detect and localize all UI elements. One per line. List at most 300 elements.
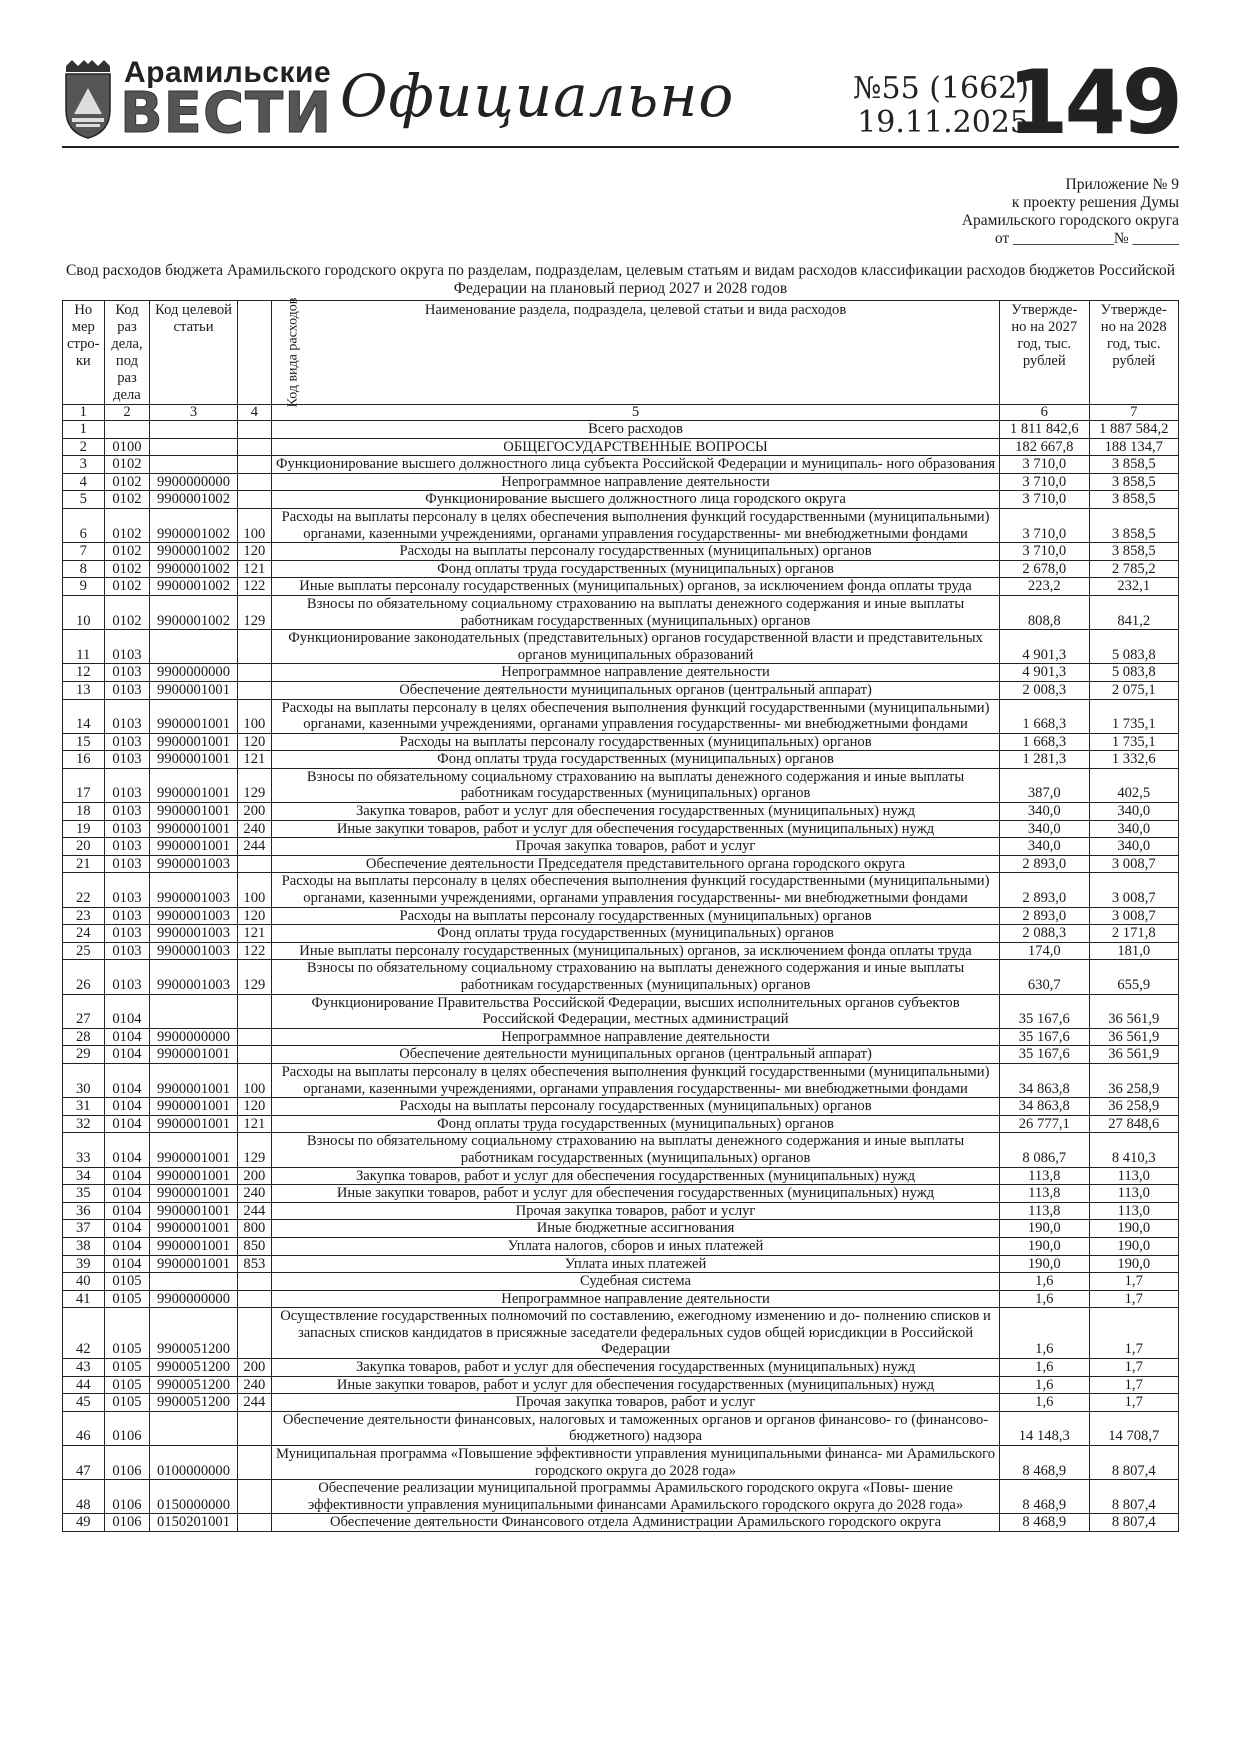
row-number: 32 xyxy=(63,1115,105,1133)
expense-name: Закупка товаров, работ и услуг для обеспечения государственных (муниципальных) нужд xyxy=(272,1167,1000,1185)
expense-name: Фонд оплаты труда государственных (муниципальных) органов xyxy=(272,925,1000,943)
section-code: 0103 xyxy=(104,960,150,994)
amount-2027: 26 777,1 xyxy=(1000,1115,1089,1133)
expense-name: Обеспечение деятельности муниципальных органов (центральный аппарат) xyxy=(272,1046,1000,1064)
expense-name: Иные закупки товаров, работ и услуг для обеспечения государственных (муниципальных) нужд xyxy=(272,820,1000,838)
amount-2028: 5 083,8 xyxy=(1089,664,1179,682)
section-code: 0104 xyxy=(104,994,150,1028)
kind-code xyxy=(237,1028,271,1046)
target-code xyxy=(150,1411,237,1445)
amount-2028: 1,7 xyxy=(1089,1290,1179,1308)
row-number: 27 xyxy=(63,994,105,1028)
header-divider xyxy=(62,146,1179,148)
row-number: 44 xyxy=(63,1376,105,1394)
appendix-line: Приложение № 9 xyxy=(1065,176,1179,193)
table-row xyxy=(63,1273,1179,1291)
section-code: 0105 xyxy=(104,1394,150,1412)
amount-2028: 113,0 xyxy=(1089,1167,1179,1185)
table-row xyxy=(63,456,1179,474)
expense-name: Расходы на выплаты персоналу государственных (муниципальных) органов xyxy=(272,1098,1000,1116)
kind-code: 800 xyxy=(237,1220,271,1238)
expense-name: Фонд оплаты труда государственных (муниципальных) органов xyxy=(272,751,1000,769)
amount-2027: 35 167,6 xyxy=(1000,994,1089,1028)
table-row xyxy=(63,1411,1179,1445)
row-number: 20 xyxy=(63,838,105,856)
amount-2028: 8 807,4 xyxy=(1089,1514,1179,1532)
expense-name: Всего расходов xyxy=(272,421,1000,439)
row-number: 11 xyxy=(63,630,105,664)
kind-code xyxy=(237,855,271,873)
amount-2027: 3 710,0 xyxy=(1000,456,1089,474)
amount-2027: 2 893,0 xyxy=(1000,873,1089,907)
target-code: 9900001002 xyxy=(150,560,237,578)
table-row xyxy=(63,508,1179,542)
row-number: 1 xyxy=(63,421,105,439)
row-number: 19 xyxy=(63,820,105,838)
target-code: 9900001001 xyxy=(150,1115,237,1133)
kind-code: 850 xyxy=(237,1237,271,1255)
section-code xyxy=(104,421,150,439)
amount-2027: 8 086,7 xyxy=(1000,1133,1089,1167)
target-code: 9900001002 xyxy=(150,543,237,561)
amount-2027: 3 710,0 xyxy=(1000,473,1089,491)
kind-code xyxy=(237,664,271,682)
row-number: 4 xyxy=(63,473,105,491)
amount-2027: 2 008,3 xyxy=(1000,681,1089,699)
table-row xyxy=(63,1480,1179,1514)
amount-2027: 113,8 xyxy=(1000,1167,1089,1185)
appendix-line: от _____________№ ______ xyxy=(994,230,1179,247)
amount-2027: 4 901,3 xyxy=(1000,664,1089,682)
kind-code: 121 xyxy=(237,1115,271,1133)
section-code: 0103 xyxy=(104,838,150,856)
row-number: 18 xyxy=(63,803,105,821)
kind-code: 100 xyxy=(237,699,271,733)
table-row xyxy=(63,421,1179,439)
amount-2028: 14 708,7 xyxy=(1089,1411,1179,1445)
expense-name: Иные выплаты персоналу государственных (муниципальных) органов, за исключением фонда оплаты труда xyxy=(272,942,1000,960)
table-row xyxy=(63,1028,1179,1046)
table-header-row xyxy=(63,301,1179,405)
kind-code xyxy=(237,1411,271,1445)
row-number: 10 xyxy=(63,595,105,629)
target-code xyxy=(150,994,237,1028)
section-code: 0103 xyxy=(104,925,150,943)
row-number: 7 xyxy=(63,543,105,561)
amount-2028: 3 858,5 xyxy=(1089,456,1179,474)
table-row xyxy=(63,838,1179,856)
section-code: 0105 xyxy=(104,1273,150,1291)
section-code: 0102 xyxy=(104,578,150,596)
kind-code: 122 xyxy=(237,578,271,596)
table-row xyxy=(63,1098,1179,1116)
table-row xyxy=(63,1220,1179,1238)
amount-2027: 1,6 xyxy=(1000,1394,1089,1412)
amount-2027: 1 811 842,6 xyxy=(1000,421,1089,439)
amount-2027: 14 148,3 xyxy=(1000,1411,1089,1445)
section-code: 0103 xyxy=(104,630,150,664)
target-code: 9900000000 xyxy=(150,1028,237,1046)
expense-name: Прочая закупка товаров, работ и услуг xyxy=(272,838,1000,856)
expense-name: Расходы на выплаты персоналу в целях обеспечения выполнения функций государственными (муниципальными) органами, казенными учреждениями, органами управления государственны- ми внебюджетными фондами xyxy=(272,508,1000,542)
kind-code: 244 xyxy=(237,1202,271,1220)
amount-2028: 3 858,5 xyxy=(1089,543,1179,561)
target-code: 9900001001 xyxy=(150,838,237,856)
expense-name: Непрограммное направление деятельности xyxy=(272,1028,1000,1046)
amount-2027: 8 468,9 xyxy=(1000,1480,1089,1514)
expense-name: Иные закупки товаров, работ и услуг для обеспечения государственных (муниципальных) нужд xyxy=(272,1376,1000,1394)
section-code: 0104 xyxy=(104,1202,150,1220)
amount-2027: 1,6 xyxy=(1000,1376,1089,1394)
target-code: 9900001001 xyxy=(150,733,237,751)
kind-code xyxy=(237,994,271,1028)
amount-2028: 3 858,5 xyxy=(1089,473,1179,491)
table-row xyxy=(63,560,1179,578)
amount-2027: 340,0 xyxy=(1000,820,1089,838)
target-code xyxy=(150,1273,237,1291)
kind-code: 121 xyxy=(237,560,271,578)
amount-2027: 1 668,3 xyxy=(1000,733,1089,751)
issue-info xyxy=(853,72,1029,140)
target-code: 9900001003 xyxy=(150,942,237,960)
amount-2028: 188 134,7 xyxy=(1089,438,1179,456)
section-code: 0100 xyxy=(104,438,150,456)
target-code: 9900001001 xyxy=(150,1237,237,1255)
expense-name: Обеспечение деятельности Председателя представительного органа городского округа xyxy=(272,855,1000,873)
row-number: 39 xyxy=(63,1255,105,1273)
section-code: 0105 xyxy=(104,1376,150,1394)
kind-code: 100 xyxy=(237,508,271,542)
expense-name: Функционирование высшего должностного лица субъекта Российской Федерации и муниципаль- ного образования xyxy=(272,456,1000,474)
section-code: 0103 xyxy=(104,768,150,802)
row-number: 16 xyxy=(63,751,105,769)
budget-table xyxy=(62,297,1179,1532)
amount-2028: 1,7 xyxy=(1089,1359,1179,1377)
expense-name: Непрограммное направление деятельности xyxy=(272,664,1000,682)
amount-2028: 340,0 xyxy=(1089,803,1179,821)
page-number: 149 xyxy=(1007,51,1179,154)
kind-code: 240 xyxy=(237,1185,271,1203)
amount-2028: 36 561,9 xyxy=(1089,1046,1179,1064)
amount-2027: 340,0 xyxy=(1000,803,1089,821)
table-row xyxy=(63,1359,1179,1377)
amount-2027: 190,0 xyxy=(1000,1237,1089,1255)
amount-2027: 340,0 xyxy=(1000,838,1089,856)
section-code: 0104 xyxy=(104,1255,150,1273)
amount-2028: 655,9 xyxy=(1089,960,1179,994)
amount-2028: 841,2 xyxy=(1089,595,1179,629)
row-number: 6 xyxy=(63,508,105,542)
amount-2028: 3 858,5 xyxy=(1089,508,1179,542)
section-code: 0102 xyxy=(104,456,150,474)
row-number: 30 xyxy=(63,1063,105,1097)
target-code: 9900001001 xyxy=(150,803,237,821)
row-number: 17 xyxy=(63,768,105,802)
expense-name: Обеспечение деятельности муниципальных органов (центральный аппарат) xyxy=(272,681,1000,699)
kind-code: 129 xyxy=(237,960,271,994)
kind-code: 120 xyxy=(237,733,271,751)
section-code: 0104 xyxy=(104,1167,150,1185)
target-code: 9900001002 xyxy=(150,491,237,509)
appendix-line: к проекту решения Думы xyxy=(1011,194,1179,211)
target-code: 9900001001 xyxy=(150,1133,237,1167)
table-caption: Свод расходов бюджета Арамильского городского округа по разделам, подразделам, целевым статьям и видам расходов классификации расходов бюджетов Российской Федерации на плановый период 2027 и 2028 годов xyxy=(65,262,1176,297)
amount-2028: 3 008,7 xyxy=(1089,907,1179,925)
section-code: 0106 xyxy=(104,1480,150,1514)
amount-2028: 2 785,2 xyxy=(1089,560,1179,578)
kind-code xyxy=(237,681,271,699)
expense-name: Уплата налогов, сборов и иных платежей xyxy=(272,1237,1000,1255)
row-number: 26 xyxy=(63,960,105,994)
row-number: 5 xyxy=(63,491,105,509)
kind-code xyxy=(237,1046,271,1064)
expense-name: Непрограммное направление деятельности xyxy=(272,1290,1000,1308)
target-code: 9900000000 xyxy=(150,664,237,682)
amount-2028: 3 008,7 xyxy=(1089,873,1179,907)
row-number: 15 xyxy=(63,733,105,751)
column-index-cell: 2 xyxy=(104,405,150,421)
table-row xyxy=(63,960,1179,994)
expense-name: Непрограммное направление деятельности xyxy=(272,473,1000,491)
table-row xyxy=(63,1308,1179,1359)
target-code: 9900001003 xyxy=(150,925,237,943)
expense-name: Функционирование Правительства Российской Федерации, высших исполнительных органов субъектов Российской Федерации, местных администраций xyxy=(272,994,1000,1028)
kind-code: 100 xyxy=(237,1063,271,1097)
column-index-row xyxy=(63,405,1179,421)
amount-2028: 402,5 xyxy=(1089,768,1179,802)
section-code: 0103 xyxy=(104,873,150,907)
section-code: 0103 xyxy=(104,942,150,960)
header-kind-code-label: Код вида расходов xyxy=(285,297,301,408)
section-code: 0103 xyxy=(104,820,150,838)
row-number: 9 xyxy=(63,578,105,596)
amount-2028: 340,0 xyxy=(1089,820,1179,838)
amount-2027: 4 901,3 xyxy=(1000,630,1089,664)
issue-date: 19.11.2025 xyxy=(857,105,1029,140)
kind-code xyxy=(237,1514,271,1532)
target-code xyxy=(150,421,237,439)
kind-code: 100 xyxy=(237,873,271,907)
table-row xyxy=(63,1115,1179,1133)
row-number: 43 xyxy=(63,1359,105,1377)
header-row-number: Но мер стро- ки xyxy=(63,301,105,405)
header-name: Наименование раздела, подраздела, целевой статьи и вида расходов xyxy=(272,301,1000,405)
amount-2027: 3 710,0 xyxy=(1000,543,1089,561)
amount-2027: 2 893,0 xyxy=(1000,907,1089,925)
amount-2027: 190,0 xyxy=(1000,1255,1089,1273)
target-code: 9900001002 xyxy=(150,578,237,596)
expense-name: Взносы по обязательному социальному страхованию на выплаты денежного содержания и иные выплаты работникам государственных (муниципальных) органов xyxy=(272,595,1000,629)
table-row xyxy=(63,733,1179,751)
amount-2028: 1 887 584,2 xyxy=(1089,421,1179,439)
expense-name: Судебная система xyxy=(272,1273,1000,1291)
amount-2028: 1,7 xyxy=(1089,1273,1179,1291)
newspaper-logo xyxy=(62,56,333,146)
row-number: 42 xyxy=(63,1308,105,1359)
kind-code: 121 xyxy=(237,751,271,769)
table-row xyxy=(63,768,1179,802)
table-row xyxy=(63,681,1179,699)
target-code: 9900001002 xyxy=(150,508,237,542)
section-code: 0103 xyxy=(104,907,150,925)
row-number: 25 xyxy=(63,942,105,960)
amount-2027: 1,6 xyxy=(1000,1290,1089,1308)
amount-2028: 36 258,9 xyxy=(1089,1063,1179,1097)
row-number: 14 xyxy=(63,699,105,733)
expense-name: Муниципальная программа «Повышение эффективности управления муниципальными финанса- ми Арамильского городского округа до 2028 года» xyxy=(272,1446,1000,1480)
target-code: 0150000000 xyxy=(150,1480,237,1514)
target-code: 9900001001 xyxy=(150,1063,237,1097)
kind-code: 122 xyxy=(237,942,271,960)
kind-code: 121 xyxy=(237,925,271,943)
target-code: 9900001001 xyxy=(150,1185,237,1203)
expense-name: Расходы на выплаты персоналу в целях обеспечения выполнения функций государственными (муниципальными) органами, казенными учреждениями, органами управления государственны- ми внебюджетными фондами xyxy=(272,1063,1000,1097)
kind-code xyxy=(237,1480,271,1514)
amount-2027: 1,6 xyxy=(1000,1273,1089,1291)
amount-2028: 1,7 xyxy=(1089,1394,1179,1412)
kind-code: 240 xyxy=(237,820,271,838)
table-row xyxy=(63,907,1179,925)
row-number: 41 xyxy=(63,1290,105,1308)
section-code: 0104 xyxy=(104,1063,150,1097)
amount-2027: 387,0 xyxy=(1000,768,1089,802)
expense-name: ОБЩЕГОСУДАРСТВЕННЫЕ ВОПРОСЫ xyxy=(272,438,1000,456)
table-row xyxy=(63,820,1179,838)
table-row xyxy=(63,751,1179,769)
table-row xyxy=(63,803,1179,821)
section-code: 0103 xyxy=(104,803,150,821)
target-code: 9900001001 xyxy=(150,1098,237,1116)
table-row xyxy=(63,630,1179,664)
target-code: 9900001001 xyxy=(150,1220,237,1238)
amount-2027: 113,8 xyxy=(1000,1185,1089,1203)
appendix-block xyxy=(962,176,1179,248)
amount-2028: 36 561,9 xyxy=(1089,1028,1179,1046)
section-code: 0102 xyxy=(104,595,150,629)
expense-name: Расходы на выплаты персоналу в целях обеспечения выполнения функций государственными (муниципальными) органами, казенными учреждениями, органами управления государственны- ми внебюджетными фондами xyxy=(272,873,1000,907)
expense-name: Закупка товаров, работ и услуг для обеспечения государственных (муниципальных) нужд xyxy=(272,803,1000,821)
row-number: 34 xyxy=(63,1167,105,1185)
target-code xyxy=(150,456,237,474)
amount-2027: 223,2 xyxy=(1000,578,1089,596)
amount-2027: 8 468,9 xyxy=(1000,1514,1089,1532)
table-row xyxy=(63,925,1179,943)
amount-2028: 5 083,8 xyxy=(1089,630,1179,664)
target-code: 9900001003 xyxy=(150,960,237,994)
amount-2028: 181,0 xyxy=(1089,942,1179,960)
amount-2028: 8 807,4 xyxy=(1089,1480,1179,1514)
expense-name: Взносы по обязательному социальному страхованию на выплаты денежного содержания и иные выплаты работникам государственных (муниципальных) органов xyxy=(272,1133,1000,1167)
expense-name: Фонд оплаты труда государственных (муниципальных) органов xyxy=(272,560,1000,578)
column-index-cell: 5 xyxy=(272,405,1000,421)
expense-name: Расходы на выплаты персоналу государственных (муниципальных) органов xyxy=(272,543,1000,561)
expense-name: Закупка товаров, работ и услуг для обеспечения государственных (муниципальных) нужд xyxy=(272,1359,1000,1377)
row-number: 33 xyxy=(63,1133,105,1167)
section-code: 0104 xyxy=(104,1098,150,1116)
amount-2028: 2 171,8 xyxy=(1089,925,1179,943)
row-number: 29 xyxy=(63,1046,105,1064)
kind-code: 200 xyxy=(237,1167,271,1185)
amount-2028: 1,7 xyxy=(1089,1308,1179,1359)
target-code: 9900051200 xyxy=(150,1376,237,1394)
kind-code: 200 xyxy=(237,803,271,821)
expense-name: Прочая закупка товаров, работ и услуг xyxy=(272,1202,1000,1220)
table-row xyxy=(63,1202,1179,1220)
kind-code: 129 xyxy=(237,595,271,629)
expense-name: Расходы на выплаты персоналу государственных (муниципальных) органов xyxy=(272,907,1000,925)
column-index-cell: 3 xyxy=(150,405,237,421)
target-code: 9900051200 xyxy=(150,1359,237,1377)
row-number: 21 xyxy=(63,855,105,873)
issue-number: №55 (1662) xyxy=(853,71,1029,106)
expense-name: Взносы по обязательному социальному страхованию на выплаты денежного содержания и иные выплаты работникам государственных (муниципальных) органов xyxy=(272,960,1000,994)
table-row xyxy=(63,595,1179,629)
table-row xyxy=(63,1394,1179,1412)
amount-2028: 1 735,1 xyxy=(1089,733,1179,751)
expense-name: Прочая закупка товаров, работ и услуг xyxy=(272,1394,1000,1412)
section-code: 0103 xyxy=(104,751,150,769)
target-code: 9900001001 xyxy=(150,1202,237,1220)
expense-name: Функционирование высшего должностного лица городского округа xyxy=(272,491,1000,509)
section-code: 0106 xyxy=(104,1514,150,1532)
amount-2028: 8 807,4 xyxy=(1089,1446,1179,1480)
expense-name: Обеспечение деятельности финансовых, налоговых и таможенных органов и органов финансово- го (финансово-бюджетного) надзора xyxy=(272,1411,1000,1445)
appendix-line: Арамильского городского округа xyxy=(961,212,1179,229)
target-code: 9900051200 xyxy=(150,1394,237,1412)
kind-code: 120 xyxy=(237,1098,271,1116)
table-row xyxy=(63,1133,1179,1167)
expense-name: Расходы на выплаты персоналу в целях обеспечения выполнения функций государственными (муниципальными) органами, казенными учреждениями, органами управления государственны- ми внебюджетными фондами xyxy=(272,699,1000,733)
row-number: 45 xyxy=(63,1394,105,1412)
table-row xyxy=(63,1185,1179,1203)
table-row xyxy=(63,1063,1179,1097)
section-code: 0102 xyxy=(104,543,150,561)
amount-2027: 2 893,0 xyxy=(1000,855,1089,873)
section-code: 0102 xyxy=(104,491,150,509)
row-number: 12 xyxy=(63,664,105,682)
city-emblem-icon xyxy=(62,58,114,140)
row-number: 2 xyxy=(63,438,105,456)
kind-code xyxy=(237,1446,271,1480)
kind-code: 244 xyxy=(237,838,271,856)
section-code: 0104 xyxy=(104,1115,150,1133)
table-row xyxy=(63,1290,1179,1308)
amount-2028: 1 735,1 xyxy=(1089,699,1179,733)
brand-top-word: Арамильские xyxy=(124,56,332,89)
expense-name: Иные бюджетные ассигнования xyxy=(272,1220,1000,1238)
target-code: 0100000000 xyxy=(150,1446,237,1480)
column-index-cell: 4 xyxy=(237,405,271,421)
table-row xyxy=(63,942,1179,960)
target-code: 0150201001 xyxy=(150,1514,237,1532)
row-number: 46 xyxy=(63,1411,105,1445)
row-number: 36 xyxy=(63,1202,105,1220)
header-2028: Утвержде- но на 2028 год, тыс. рублей xyxy=(1089,301,1179,405)
target-code: 9900001002 xyxy=(150,595,237,629)
section-code: 0104 xyxy=(104,1028,150,1046)
kind-code: 129 xyxy=(237,768,271,802)
amount-2027: 1,6 xyxy=(1000,1359,1089,1377)
target-code: 9900001001 xyxy=(150,1255,237,1273)
amount-2028: 340,0 xyxy=(1089,838,1179,856)
target-code: 9900051200 xyxy=(150,1308,237,1359)
column-index-cell: 7 xyxy=(1089,405,1179,421)
expense-name: Осуществление государственных полномочий по составлению, ежегодному изменению и до- полнению списков и запасных списков кандидатов в присяжные заседатели федеральных судов общей юрисдикции в Российской Федерации xyxy=(272,1308,1000,1359)
row-number: 8 xyxy=(63,560,105,578)
section-title: Официально xyxy=(340,62,735,130)
table-row xyxy=(63,1046,1179,1064)
target-code: 9900001001 xyxy=(150,699,237,733)
